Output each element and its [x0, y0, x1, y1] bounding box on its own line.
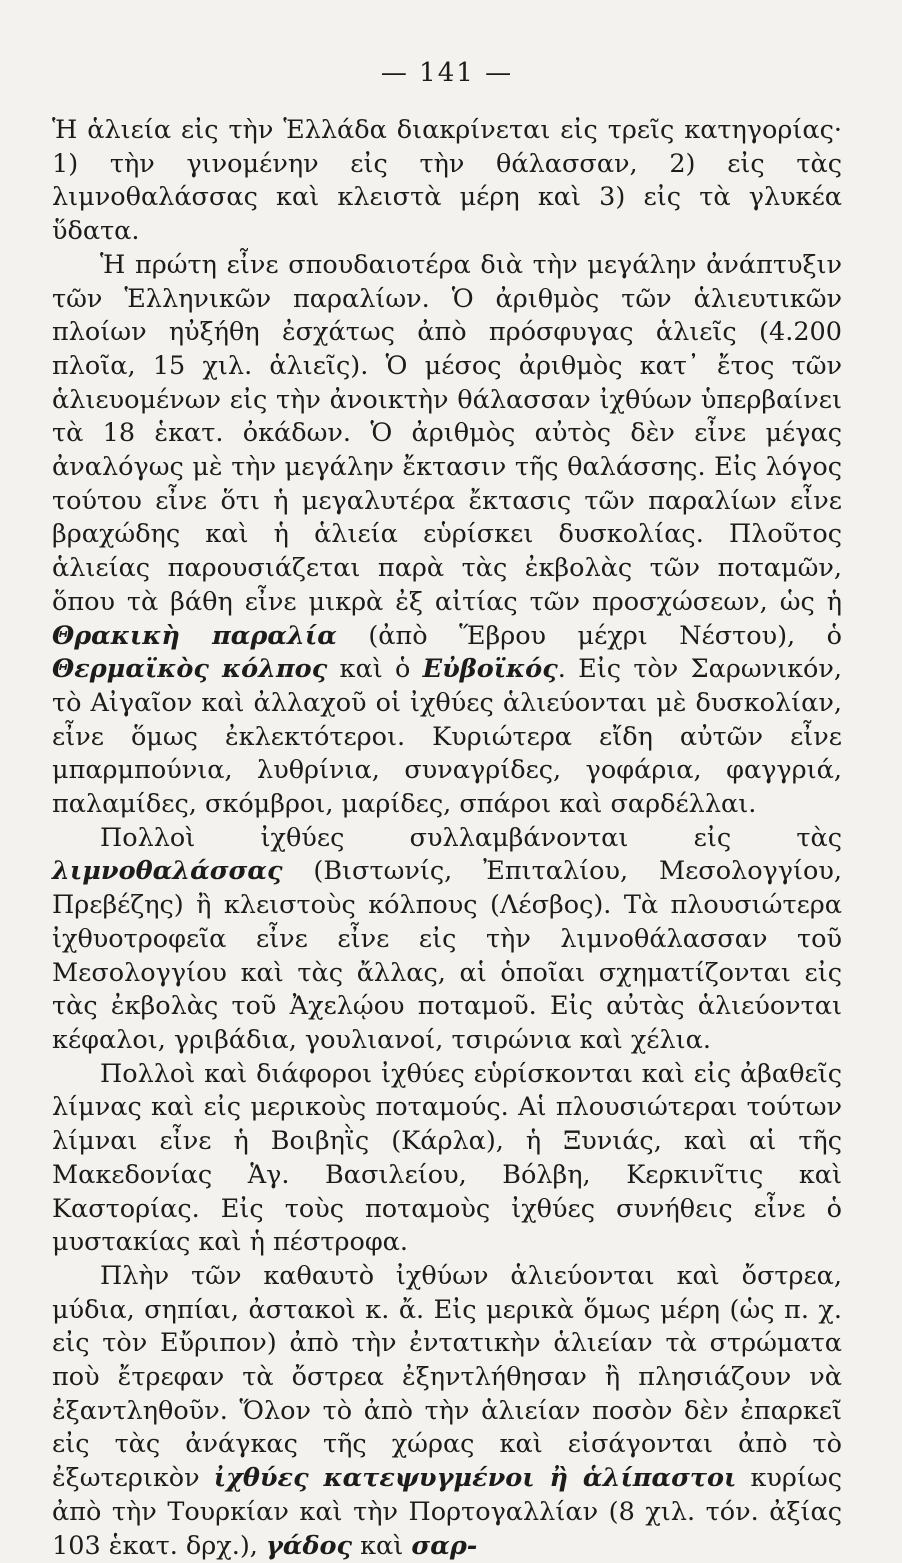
emphasized-term: γάδος — [266, 1530, 353, 1561]
emphasized-term: ἰχθύες κατεψυγμένοι ἢ ἁλίπαστοι — [213, 1463, 737, 1494]
paragraph-text: Πολλοὶ ἰχθύες συλλαμβάνονται εἰς τὰς — [100, 822, 842, 853]
paragraph-4 — [52, 1058, 842, 1260]
paragraph-text: κυρίως ἀπὸ τὴν Τουρκίαν καὶ τὴν Πορτογαλλίαν (8 χιλ. τόν. ἀξίας 103 ἑκατ. δρχ.), — [52, 1463, 842, 1561]
paragraph-5 — [52, 1260, 842, 1563]
paragraph-text: . Εἰς τὸν Σαρωνικόν, τὸ Αἰγαῖον καὶ ἀλλαχοῦ οἱ ἰχθύες ἁλιεύονται μὲ δυσκολίαν, εἶνε ὅμως ἐκλεκτότεροι. Κυριώτερα εἴδη αὐτῶν εἶνε μπαρμπούνια, λυθρίνια, συναγρίδες, γοφάρια, φαγγριά, παλαμίδες, σκόμβροι, μαρίδες, σπάροι καὶ σαρδέλλαι. — [52, 654, 843, 820]
emphasized-term: λιμνοθαλάσσας — [52, 856, 283, 887]
page-body — [52, 114, 842, 1563]
emphasized-term: Θρακικὴ παραλία — [52, 620, 337, 651]
paragraph-text: Πολλοὶ καὶ διάφοροι ἰχθύες εὑρίσκονται καὶ εἰς ἀβαθεῖς λίμνας καὶ εἰς μερικοὺς ποταμούς. Αἱ πλουσιώτεραι τούτων λίμναι εἶνε ἡ Βοιβηῒς (Κάρλα), ἡ Ξυνιάς, καὶ αἱ τῆς Μακεδονίας Ἁγ. Βασιλείου, Βόλβη, Κερκινῖτις καὶ Καστορίας. Εἰς τοὺς ποταμοὺς ἰχθύες συνήθεις εἶνε ὁ μυστακίας καὶ ἡ πέστροφα. — [52, 1058, 842, 1258]
emphasized-term: Θερμαϊκὸς κόλπος — [52, 654, 328, 685]
paragraph-text: Ἡ ἁλιεία εἰς τὴν Ἑλλάδα διακρίνεται εἰς τρεῖς κατηγορίας· 1) τὴν γινομένην εἰς τὴν θάλασσαν, 2) εἰς τὰς λιμνοθαλάσσας καὶ κλειστὰ μέρη καὶ 3) εἰς τὰ γλυκέα ὕδατα. — [52, 115, 842, 247]
paragraph-text: καὶ — [352, 1530, 412, 1561]
emphasized-term: Εὐβοϊκός — [422, 654, 558, 685]
page-number: — 141 — — [380, 58, 514, 88]
paragraph-3 — [52, 822, 842, 1058]
paragraph-1 — [52, 114, 842, 249]
paragraph-text: (Βιστωνίς, Ἐπιταλίου, Μεσολογγίου, Πρεβέζης) ἢ κλειστοὺς κόλπους (Λέσβος). Τὰ πλουσιώτερα ἰχθυοτροφεῖα εἶνε εἶνε εἰς τὴν λιμνοθάλασσαν τοῦ Μεσολογγίου καὶ τὰς ἄλλας, αἱ ὁποῖαι σχηματίζονται εἰς τὰς ἐκβολὰς τοῦ Ἀχελῴου ποταμοῦ. Εἰς αὐτὰς ἁλιεύονται κέφαλοι, γριβάδια, γουλιανοί, τσιρώνια καὶ χέλια. — [52, 856, 842, 1055]
paragraph-text: Ἡ πρώτη εἶνε σπουδαιοτέρα διὰ τὴν μεγάλην ἀνάπτυξιν τῶν Ἑλληνικῶν παραλίων. Ὁ ἀριθμὸς τῶν ἁλιευτικῶν πλοίων ηὐξήθη ἐσχάτως ἀπὸ πρόσφυγας ἁλιεῖς (4.200 πλοῖα, 15 χιλ. ἁλιεῖς). Ὁ μέσος ἀριθμὸς κατ᾽ ἔτος τῶν ἁλιευομένων εἰς τὴν ἀνοικτὴν θάλασσαν ἰχθύων ὑπερβαίνει τὰ 18 ἑκατ. ὀκάδων. Ὁ ἀριθμὸς αὐτὸς δὲν εἶνε μέγας ἀναλόγως μὲ τὴν μεγάλην ἔκτασιν τῆς θαλάσσης. Εἰς λόγος τούτου εἶνε ὅτι ἡ μεγαλυτέρα ἔκτασις τῶν παραλίων εἶνε βραχώδης καὶ ἡ ἁλιεία εὑρίσκει δυσκολίας. Πλοῦτος ἁλιείας παρουσιάζεται παρὰ τὰς ἐκβολὰς τῶν ποταμῶν, ὅπου τὰ βάθη εἶνε μικρὰ ἐξ αἰτίας τῶν προσχώσεων, ὡς ἡ — [52, 249, 842, 617]
emphasized-term: σαρ- — [411, 1530, 478, 1561]
paragraph-2 — [52, 249, 842, 822]
paragraph-text: καὶ ὁ — [327, 654, 423, 685]
paragraph-text: (ἀπὸ Ἕβρου μέχρι Νέστου), ὁ — [336, 620, 842, 651]
paragraph-text: Πλὴν τῶν καθαυτὸ ἰχθύων ἁλιεύονται καὶ ὄστρεα, μύδια, σηπίαι, ἀστακοὶ κ. ἄ. Εἰς μερικὰ ὅμως μέρη (ὡς π. χ. εἰς τὸν Εὔριπον) ἀπὸ τὴν ἐντατικὴν ἁλιείαν τὰ στρώματα ποὺ ἔτρεφαν τὰ ὄστρεα ἐξηντλήθησαν ἢ πλησιάζουν νὰ ἐξαντληθοῦν. Ὅλον τὸ ἀπὸ τὴν ἁλιείαν ποσὸν δὲν ἐπαρκεῖ εἰς τὰς ἀνάγκας τῆς χώρας καὶ εἰσάγονται ἀπὸ τὸ ἐξωτερικὸν — [52, 1260, 842, 1494]
